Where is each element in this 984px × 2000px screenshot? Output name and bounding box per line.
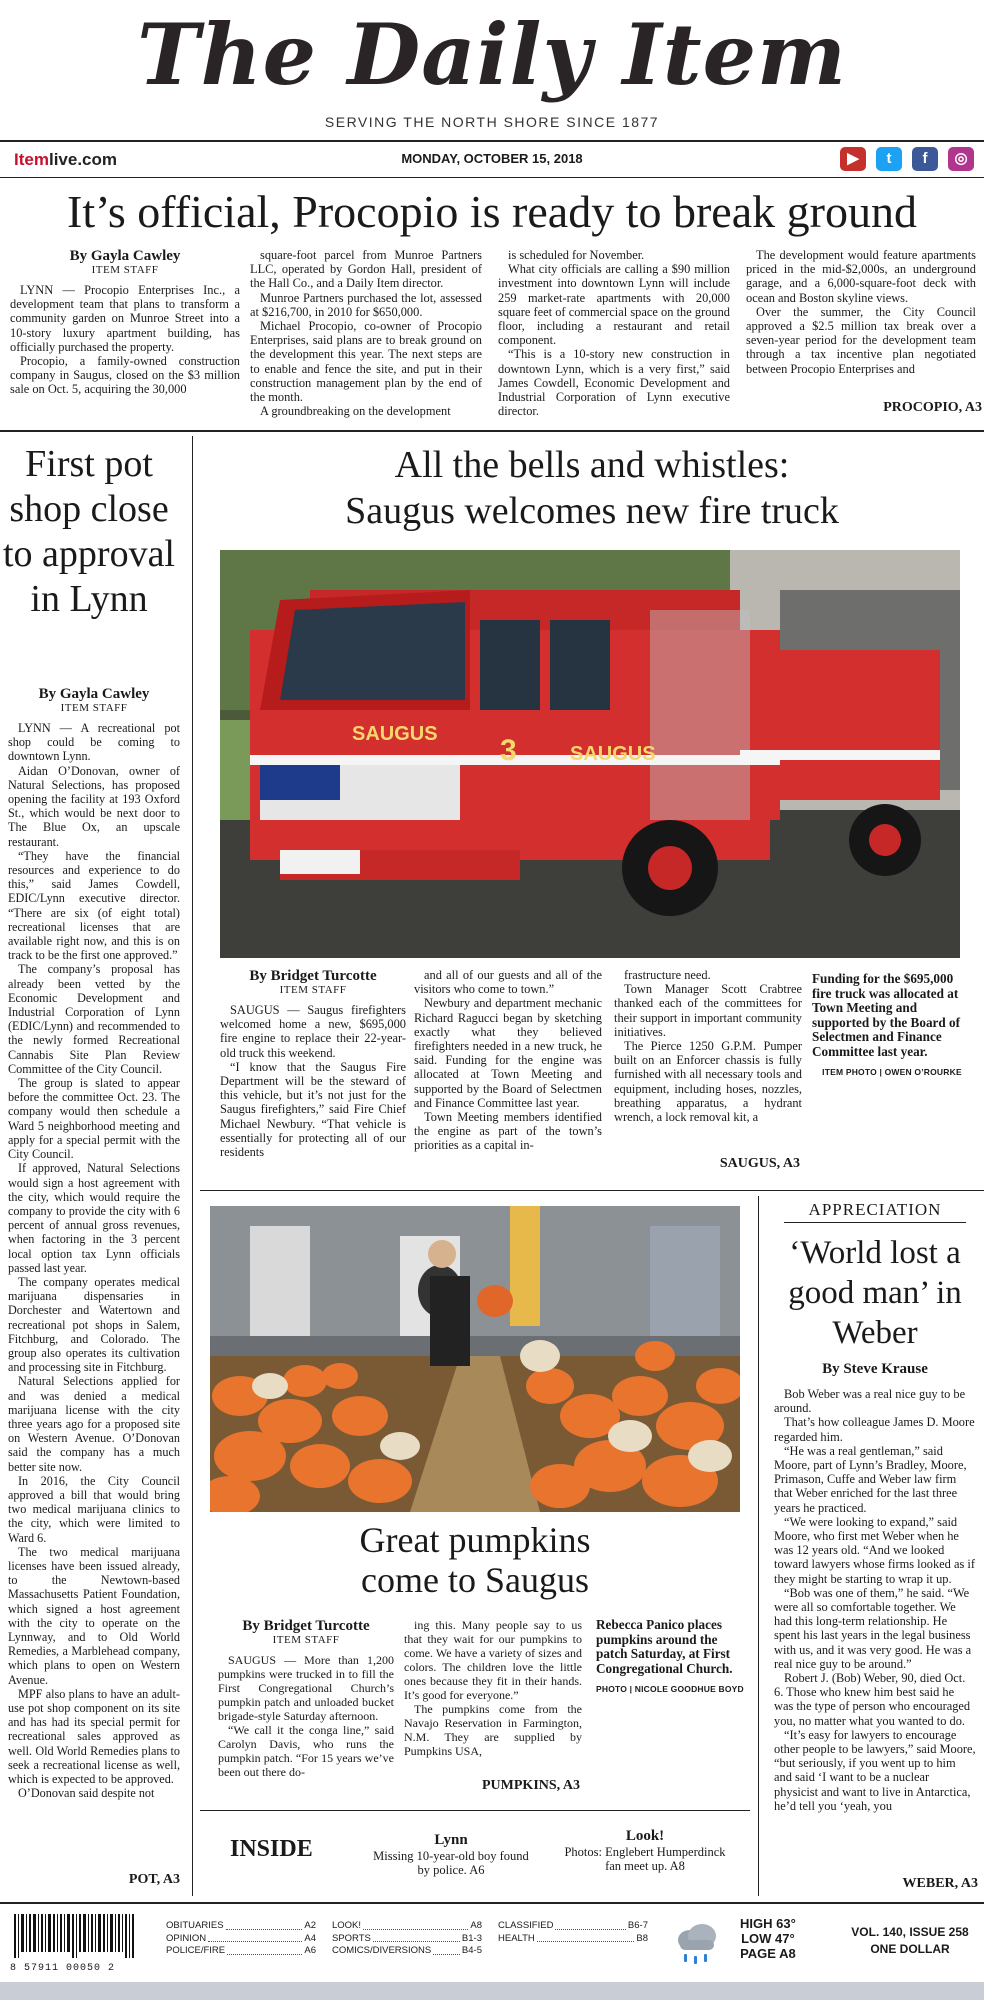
index-column-1 [166,1920,316,1958]
weather-box [740,1916,796,1961]
weather-low: LOW 47° [741,1931,795,1946]
firetruck-caption-box [812,972,972,1132]
rain-cloud-icon [672,1918,722,1968]
pot-headline: First pot shop close to approval in Lynn [2,443,175,620]
column-rule [192,436,193,1896]
weber-body: Bob Weber was a real nice guy to be around. That’s how colleague James D. Moore regarded him. “He was a real gentleman,” said Moore, part of Lynn’s Bradley, Moore, Primason, Cuffe and Weber law firm that Weber enriched for the last three years he practiced. “We were looking to expand,” said Moore, who first met Weber when he was 12 years old. “And we looked toward lawyers whose firms looked as if they might be starting to wrap it up. “Bob was one of them,” he said. “We were all so comfortable together. We had this long-term relationship. He spent his last years in the legal business with us, and it was very good. He was a real nice guy to be around.” Robert J. (Bob) Weber, 90, died Oct. 6. Those who knew him best said he was the type of person who encouraged you, no matter what you wanted to do. “It’s easy for lawyers to encourage other people to be lawyers,” said Moore, “but seriously, if you went up to him and said ‘I want to be a nuclear physicist and want to live in Antarctica, he’d tell you ‘yeah, you [774,1387,976,1813]
lead-staff: ITEM STAFF [91,264,159,276]
bottom-bar [0,1982,984,2000]
lead-column-1 [10,248,240,418]
firetruck-staff: ITEM STAFF [279,984,347,996]
volume-box [840,1924,980,1958]
firetruck-column-3: frastructure need. Town Manager Scott Crabtree thanked each of the committees for their support in important community initiatives. The Pierce 1250 G.P.M. Pumper built on an Enforcer chassis is fully furnished with all necessary tools and equipment, including hoses, nozzles, breathing apparatus, a hydrant wrench, a lock removal kit, a [614,968,802,1125]
lead-headline: It’s official, Procopio is ready to break ground [67,186,917,237]
pumpkin-column-1 [218,1618,394,1800]
pumpkin-caption: Rebecca Panico places pumpkins around the patch Saturday, at First Congregational Church. [596,1618,733,1676]
pumpkin-column-2: ing this. Many people say to us that they wait for our pumpkins to come. We have a variety of sizes and colors. The children love the little ones because they fit in their hands. It’s good for everyone.” The pumpkins come from the Navajo Reservation in Farmington, N.M. They are supplied by Pumpkins USA, [404,1618,582,1758]
site-link[interactable]: Itemlive.com [14,150,118,169]
weber-article [770,1200,980,1900]
twitter-icon[interactable]: t [876,147,902,171]
firetruck-byline: By Bridget Turcotte [249,968,377,984]
weber-headline: ‘World lost a good man’ in Weber [788,1235,962,1351]
fire-truck-image [220,550,960,958]
pumpkin-jump[interactable]: PUMPKINS, A3 [482,1778,580,1793]
pumpkin-patch-image [210,1206,740,1512]
social-icons [840,147,974,171]
weber-kicker: APPRECIATION [784,1200,966,1223]
pot-article [8,686,180,1896]
index-column-3 [498,1920,648,1945]
weather-page[interactable]: PAGE A8 [740,1946,796,1961]
barcode-number: 8 57911 00050 2 [10,1963,116,1974]
index-entry[interactable]: SPORTS B1-3 [332,1932,482,1944]
firetruck-column-1 [220,968,406,1168]
pumpkin-headline: Great pumpkins come to Saugus [359,1520,591,1600]
firetruck-column-2: and all of our guests and all of the visitors who come to town.” Newbury and department mechanic Richard Ragucci began by sketching exactly what they believed firefighters needed in a new truck, he said. Funding for the engine was allocated at Town Meeting and supported by the Board of Selectmen and Finance Committee last year. Town Meeting members identified the engine as part of the town’s priorities as a capital in- [414,968,602,1153]
footer [0,1902,984,1982]
index-entry[interactable]: LOOK! A8 [332,1920,482,1931]
truck-side-label: SAUGUS [570,743,656,765]
pot-jump[interactable]: POT, A3 [128,1872,180,1887]
facebook-icon[interactable]: f [912,147,938,171]
dateline-bar [0,140,984,178]
firetruck-credit: ITEM PHOTO | OWEN O’ROURKE [822,1067,962,1077]
lead-column-3: is scheduled for November. What city officials are calling a $90 million investment into downtown Lynn will include 259 market-rate apartments with 20,000 square feet of commercial space on the ground floor, including a restaurant and retail component. “This is a 10-story new construction in downtown Lynn, which is a very first,” said James Cowdell, Economic Development and Industrial Corporation of Lynn executive director. [498,248,730,418]
instagram-icon[interactable]: ◎ [948,147,974,171]
section-divider [200,1190,984,1191]
section-divider [0,430,984,432]
section-divider [200,1810,750,1811]
firetruck-photo [220,550,960,958]
price: ONE DOLLAR [870,1942,950,1956]
newspaper-title: The Daily Item [137,5,847,104]
firetruck-body-1: SAUGUS — Saugus firefighters welcomed home a new, $695,000 fire engine to replace their 22-year-old truck this weekend. “I know that the Saugus Fire Department will be the steward of this vehicle, but it’s not just for the Saugus firefighters,” said Fire Chief Michael Newbury. “That vehicle is essentially for protecting all of our residents [220,1003,406,1160]
lead-byline: By Gayla Cawley [69,248,181,264]
inside-label: INSIDE [230,1836,313,1862]
lead-body-1: LYNN — Procopio Enterprises Inc., a development team that plans to transform a community garden on Munroe Street into a 10-story luxury apartment building, has officially purchased the property. Procopio, a family-owned construction company in Saugus, closed on the $3 million sale on Oct. 5, acquiring the 30,000 [10,283,240,397]
pumpkin-credit: PHOTO | NICOLE GOODHUE BOYD [596,1684,744,1694]
firetruck-caption: Funding for the $695,000 fire truck was allocated at Town Meeting and supported by the Board of Selectmen and Finance Committee last year. [812,972,961,1059]
youtube-icon[interactable]: ▶ [840,147,866,171]
pumpkin-caption-box [596,1618,746,1718]
pot-body: LYNN — A recreational pot shop could be coming to downtown Lynn. Aidan O’Donovan, owner of Natural Selections, has proposed opening the facility at 193 Oxford St., which would be next door to The Blue Ox, an upscale restaurant. “They have the financial resources and experience to do this,” said James Cowdell, EDIC/Lynn executive director. “There are six (of eight total) recreational licenses that are available right now, and this is on track to be the first one approved.” The company’s proposal has already been vetted by the Economic Development and Industrial Corporation of Lynn (EDIC/Lynn) and recommended to the newly formed Recreational Cannabis Site Plan Review Committee of the City Council. The group is slated to appear before the committee Oct. 23. The company would then schedule a Ward 5 neighborhood meeting and apply for a special permit with the City Council. If approved, Natural Selections would sign a host agreement with the city, which would require the company to provide the city with 6 percent of annual gross revenues, when factoring in the 3 percent local option tax Lynn officials passed last year. The company operates medical marijuana dispensaries in Dorchester and Watertown and recreational pot shops in Salem, Fitchburg, and Colorado. The group also operates its cultivation and processing site in Fitchburg. Natural Selections applied for and was denied a medical marijuana license with the city three years ago for a proposed site on Western Avenue. O’Donovan said the company has a much better site now. In 2016, the City Council approved a bill that would bring two medical marijuana clinics to the city, which were limited to Ward 6. The two medical marijuana licenses have been issued already, to the Newtown-based Massachusetts Patient Foundation, which signed a host agreement with the city to operate on the Lynnway, and to Old World Remedies, a Marblehead company, which plans to open on Western Avenue. MPF also plans to have an adult-use pot shop component on its site and has had its special permit for recreational sales approved as well. Old World Remedies plans to seek a recreational license as well, which is expected to be approved. O’Donovan said despite not [8,721,180,1801]
lead-jump[interactable]: PROCOPIO, A3 [883,400,982,415]
firetruck-headline: All the bells and whistles: Saugus welcomes new fire truck [345,444,839,532]
pumpkin-body-1: SAUGUS — More than 1,200 pumpkins were trucked in to fill the First Congregational Church’s pumpkin patch and unloaded bucket brigade-style Saturday afternoon. “We call it the conga line,” said Carolyn Davis, who runs the pumpkin patch. “For 15 years we’ve been out there do- [218,1653,394,1779]
inside-item-look[interactable]: Look! Photos: Englebert Humperdinck fan meet up. A8 [564,1828,726,1873]
weather-high: HIGH 63° [740,1916,796,1931]
column-rule [758,1196,759,1896]
truck-number: 3 [500,734,517,767]
pumpkin-byline: By Bridget Turcotte [242,1618,370,1634]
pumpkin-photo [210,1206,740,1512]
index-entry[interactable]: POLICE/FIRE A6 [166,1945,316,1956]
index-entry[interactable]: COMICS/DIVERSIONS B4-5 [332,1945,482,1956]
pot-staff: ITEM STAFF [60,702,128,714]
index-column-2 [332,1920,482,1958]
barcode-icon [10,1914,140,1958]
inside-box [210,1818,750,1898]
weber-jump[interactable]: WEBER, A3 [902,1876,978,1891]
pumpkin-staff: ITEM STAFF [272,1634,340,1646]
pot-byline: By Gayla Cawley [38,686,150,702]
truck-cab-label: SAUGUS [352,723,438,745]
index-entry[interactable]: OPINION A4 [166,1932,316,1944]
barcode [10,1914,140,1974]
index-entry[interactable]: OBITUARIES A2 [166,1920,316,1931]
index-entry[interactable]: HEALTH B8 [498,1932,648,1944]
lead-column-2: square-foot parcel from Munroe Partners LLC, operated by Gordon Hall, president of the Hall Co., and a Daily Item director. Munroe Partners purchased the lot, assessed at $216,700, in 2010 for $650,000. Michael Procopio, co-owner of Procopio Enterprises, said plans are to break ground on the development this year. The next steps are to enable and fence the site, and put in their construction management plan by the end of the month. A groundbreaking on the development [250,248,482,418]
volume-issue: VOL. 140, ISSUE 258 [851,1925,969,1939]
issue-date: MONDAY, OCTOBER 15, 2018 [401,151,583,166]
masthead [0,0,984,140]
index-entry[interactable]: CLASSIFIED B6-7 [498,1920,648,1931]
firetruck-jump[interactable]: SAUGUS, A3 [719,1156,800,1171]
weber-byline: By Steve Krause [822,1361,928,1377]
masthead-tagline: SERVING THE NORTH SHORE SINCE 1877 [324,114,660,130]
lead-column-4: The development would feature apartments priced in the mid-$2,000s, an underground garage, and a 6,000-square-foot deck with ocean and Boston skyline views. Over the summer, the City Council approved a $2.5 million tax break over a seven-year period for the development team through a tax incentive plan negotiated between Procopio Enterprises and [746,248,976,376]
inside-item-lynn[interactable]: Lynn Missing 10-year-old boy found by police. A6 [373,1832,529,1877]
